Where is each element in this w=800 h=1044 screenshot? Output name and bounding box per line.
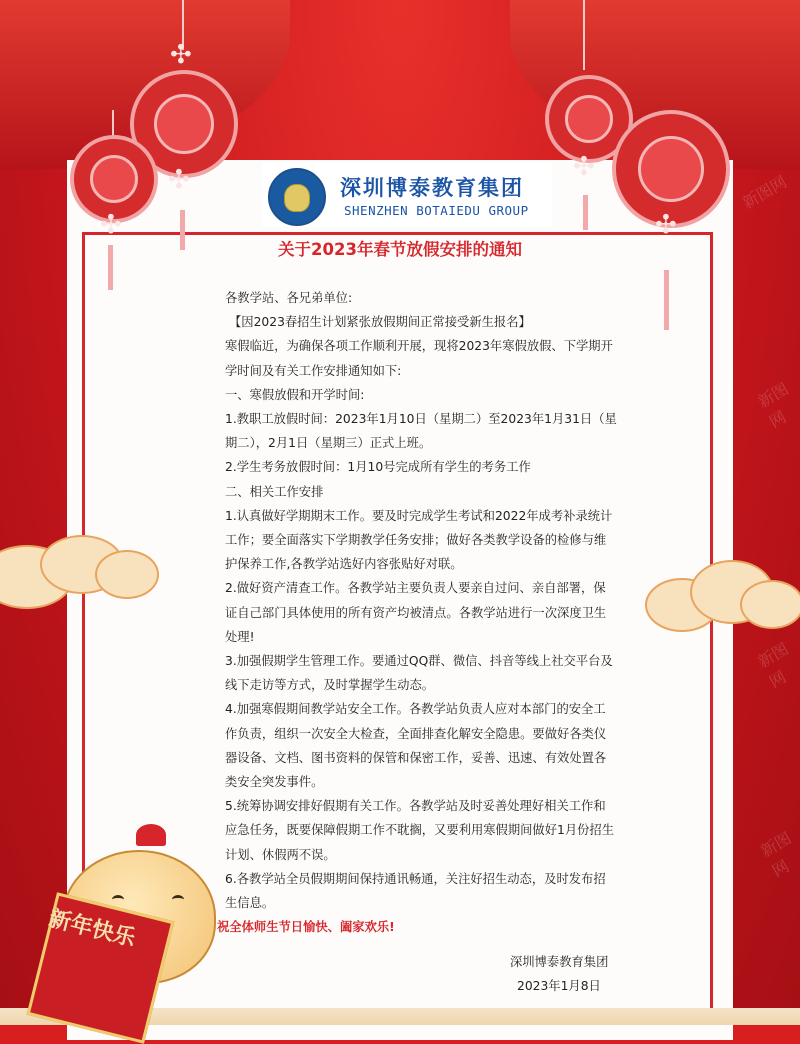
cloud-icon [740,580,800,629]
lantern-tassel [583,195,588,230]
list-item: 3.加强假期学生管理工作。要通过QQ群、微信、抖音等线上社交平台及线下走访等方式，及时掌握学生动态。 [225,654,613,693]
chinese-knot-icon: ✣ [170,40,192,70]
signature-org: 深圳博泰教育集团 [510,955,609,969]
notice-title: 关于2023年春节放假安排的通知 [278,240,522,259]
lantern-tassel [664,270,669,330]
closing-wish: 祝全体师生节日愉快、阖家欢乐! [217,920,395,935]
chinese-knot-icon: ✣ [100,210,122,240]
list-item: 6.各教学站全员假期期间保持通讯畅通，关注好招生动态，及时发布招生信息。 [225,871,606,911]
list-item: 4.加强寒假期间教学站安全工作。各教学站负责人应对本部门的安全工作负责，组织一次安全大检查，全面排查化解安全隐患。要做好各类仪器设备、文档、图书资料的保管和保密工作，妥善、迅速、有效处置各类安全突发事件。 [225,702,607,790]
watermark: 新图网 [757,828,795,881]
list-item: 5.统筹协调安排好假期有关工作。各教学站及时妥善处理好相关工作和应急任务，既要保障假期工作不耽搁，又要利用寒假期间做好1月份招生计划、休假两不误。 [225,799,615,862]
section-heading: 二、相关工作安排 [225,484,324,499]
mascot-eye [112,895,124,904]
mascot-hat-icon [136,824,166,846]
list-item: 1.认真做好学期期末工作。要及时完成学生考试和2022年成考补录统计工作；要全面落实下学期教学任务安排；做好各类教学设备的检修与维护保养工作,各教学站选好内容张贴好对联。 [225,508,613,572]
scroll-text: 新年快乐 [46,905,139,952]
list-item: 2.学生考务放假时间：1月10号完成所有学生的考务工作 [225,460,531,475]
list-item: 1.教职工放假时间：2023年1月10日（星期二）至2023年1月31日（星期二），2月1日（星期三）正式上班。 [225,412,617,451]
org-name-en: SHENZHEN BOTAIEDU GROUP [344,203,529,218]
watermark: 新图网 [738,172,791,213]
lantern-string [583,0,585,70]
watermark: 新图网 [754,639,792,692]
notice-body [217,286,617,939]
greeting: 各教学站、各兄弟单位: [225,291,353,305]
org-name-cn: 深圳博泰教育集团 [340,176,524,200]
school-emblem-icon [268,168,326,226]
mascot-eye [172,895,184,904]
chinese-knot-icon: ✣ [168,165,190,195]
signature-date: 2023年1月8日 [517,979,601,993]
watermark: 新图网 [754,379,792,432]
chinese-knot-icon: ✣ [655,210,677,240]
chinese-knot-icon: ✣ [573,152,595,182]
list-item: 2.做好资产清查工作。各教学站主要负责人要亲自过问、亲自部署，保证自己部门具体使用的所有资产均被清点。各教学站进行一次深度卫生处理! [225,581,607,644]
section-heading: 一、寒假放假和开学时间: [225,387,365,402]
bracket-note: 【因2023春招生计划紧张放假期间正常接受新生报名】 [229,315,531,330]
cloud-icon [95,550,159,599]
intro-paragraph: 寒假临近，为确保各项工作顺利开展，现将2023年寒假放假、下学期开学时间及有关工作安排通知如下: [225,339,613,378]
